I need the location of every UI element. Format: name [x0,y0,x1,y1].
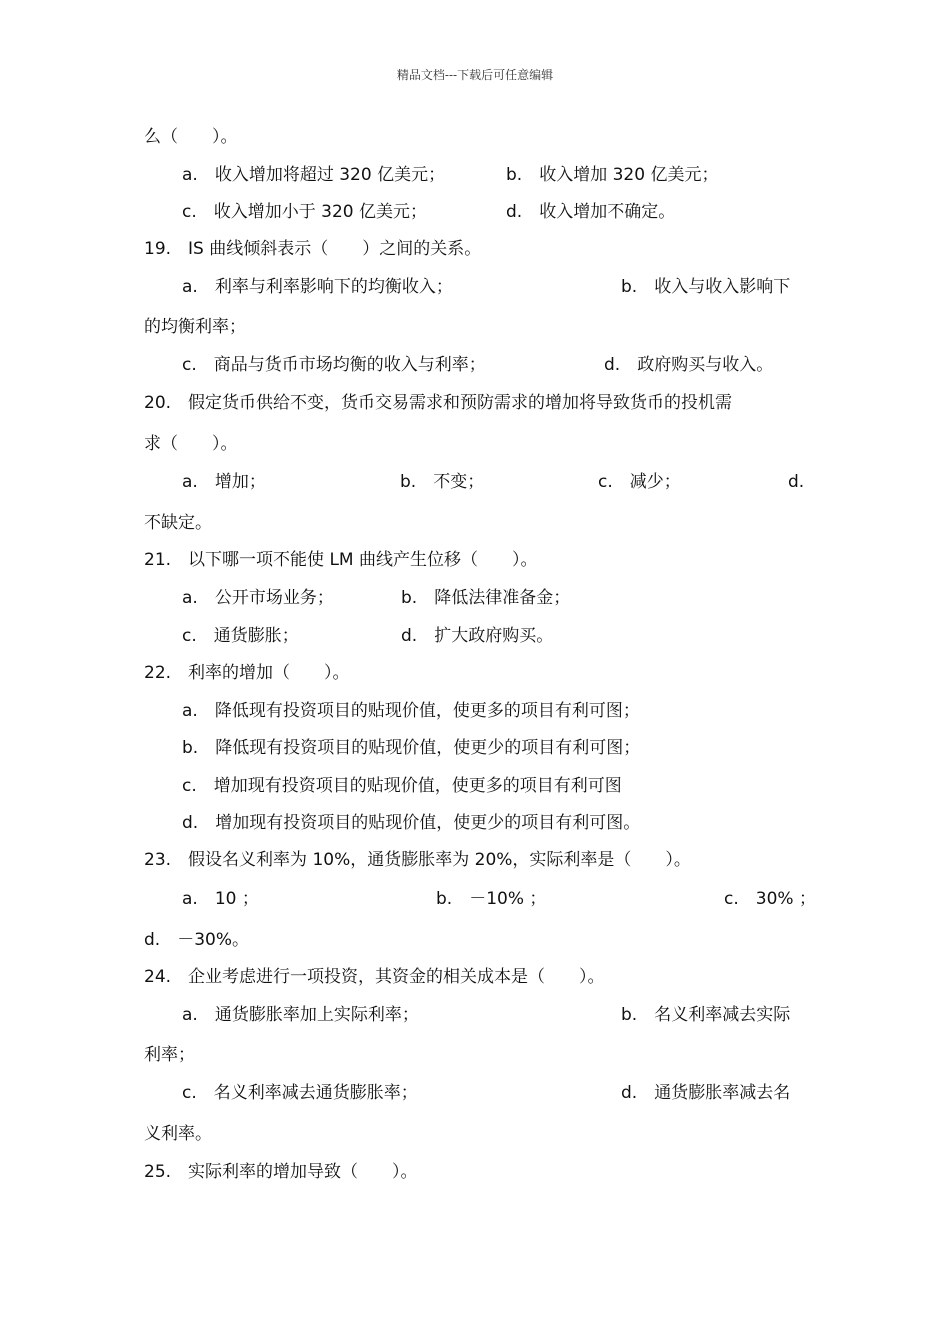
q19-option-d: d. 政府购买与收入。 [604,355,774,375]
q23-option-c: c. 30% ； [724,889,816,909]
q19-stem: 19. IS 曲线倾斜表示（ ）之间的关系。 [144,239,482,259]
q19-option-b: b. 收入与收入影响下 [621,277,791,297]
q21-option-b: b. 降低法律准备金； [401,588,571,608]
q20-stem: 20. 假定货币供给不变，货币交易需求和预防需求的增加将导致货币的投机需 [144,393,733,413]
q24-option-b: b. 名义利率减去实际 [621,1005,791,1025]
q20-option-b: b. 不变； [400,472,485,492]
q24-option-d: d. 通货膨胀率减去名 [621,1083,791,1103]
q19-option-c: c. 商品与货币市场均衡的收入与利率； [182,355,486,375]
q22-option-c: c. 增加现有投资项目的贴现价值，使更多的项目有利可图 [182,776,622,796]
q18-option-c: c. 收入增加小于 320 亿美元； [182,202,428,222]
q21-stem: 21. 以下哪一项不能使 LM 曲线产生位移（ ）。 [144,550,538,570]
q19-option-a: a. 利率与利率影响下的均衡收入； [182,277,453,297]
q19-option-b-continued: 的均衡利率； [144,317,246,337]
q22-option-a: a. 降低现有投资项目的贴现价值，使更多的项目有利可图； [182,701,640,721]
q20-option-a: a. 增加； [182,472,266,492]
q20-stem-continued: 求（ ）。 [144,434,238,454]
q23-option-b: b. －10% ； [436,889,547,909]
q20-option-c: c. 减少； [598,472,681,492]
q18-option-b: b. 收入增加 320 亿美元； [506,165,719,185]
q21-option-c: c. 通货膨胀； [182,626,299,646]
q23-option-a: a. 10 ； [182,889,259,909]
q18-stem-tail: 么（ ）。 [144,127,238,147]
q24-option-d-continued: 义利率。 [144,1124,212,1144]
q18-option-d: d. 收入增加不确定。 [506,202,676,222]
q18-option-a: a. 收入增加将超过 320 亿美元； [182,165,446,185]
q20-option-d-continued: 不缺定。 [144,513,212,533]
page-header: 精品文档---下载后可任意编辑 [396,68,554,82]
q22-stem: 22. 利率的增加（ ）。 [144,663,350,683]
q22-option-b: b. 降低现有投资项目的贴现价值，使更少的项目有利可图； [182,738,641,758]
q23-option-d: d. －30%。 [144,930,249,950]
q24-option-b-continued: 利率； [144,1045,195,1065]
q21-option-d: d. 扩大政府购买。 [401,626,554,646]
q22-option-d: d. 增加现有投资项目的贴现价值，使更少的项目有利可图。 [182,813,641,833]
q24-option-a: a. 通货膨胀率加上实际利率； [182,1005,419,1025]
q24-option-c: c. 名义利率减去通货膨胀率； [182,1083,418,1103]
q21-option-a: a. 公开市场业务； [182,588,334,608]
q24-stem: 24. 企业考虑进行一项投资，其资金的相关成本是（ ）。 [144,967,605,987]
q23-stem: 23. 假设名义利率为 10%，通货膨胀率为 20%，实际利率是（ ）。 [144,850,691,870]
q25-stem: 25. 实际利率的增加导致（ ）。 [144,1162,418,1182]
q20-option-d: d. [788,472,805,492]
